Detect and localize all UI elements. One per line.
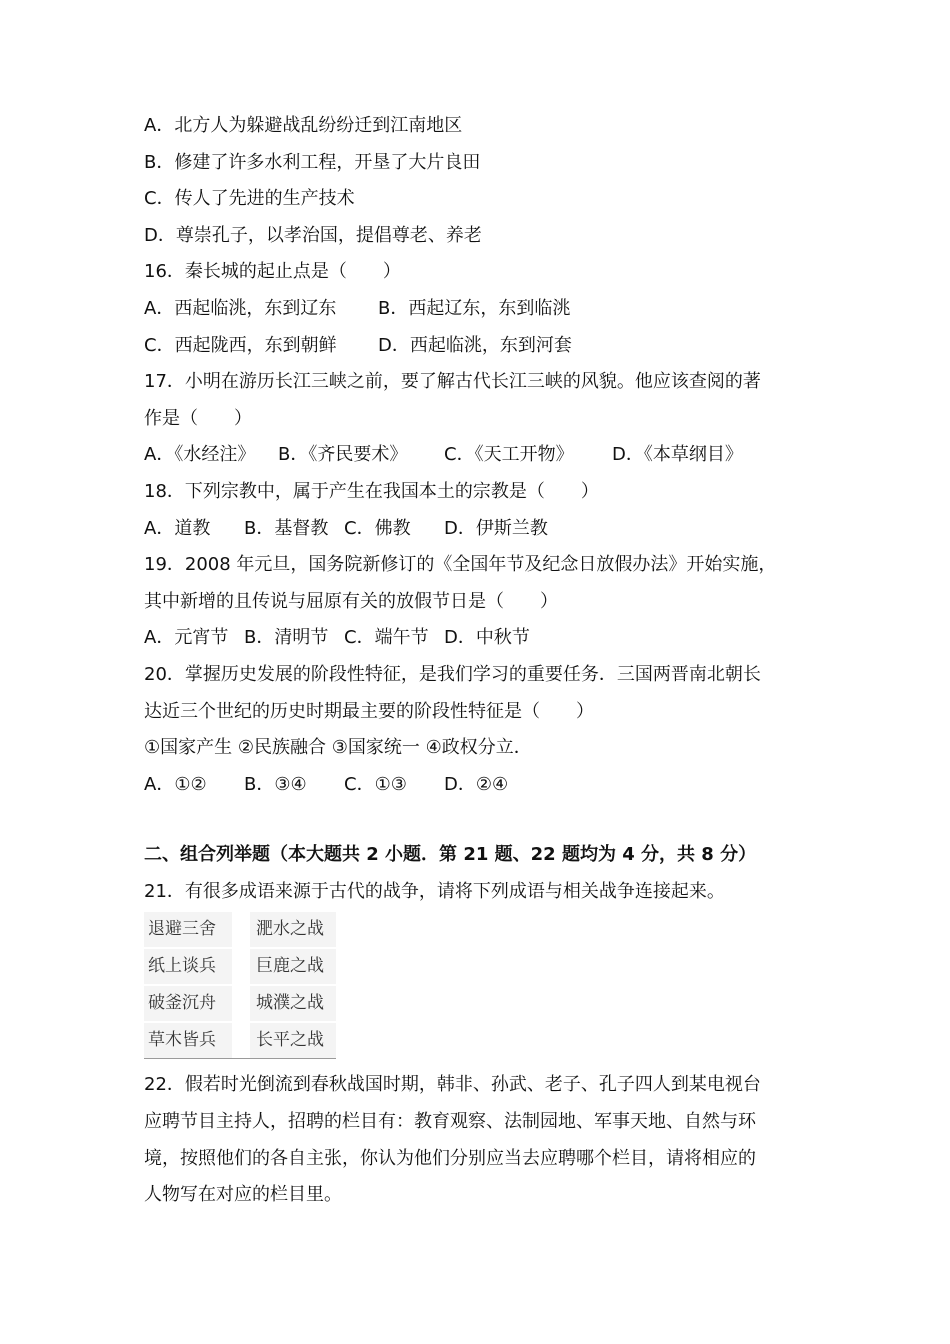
q17-option-d: D．《本草纲目》 [612, 444, 743, 466]
battle-item: 城濮之战 [250, 985, 336, 1022]
battle-item: 长平之战 [250, 1022, 336, 1059]
q19-option-c: C．端午节 [344, 627, 429, 649]
battle-item: 巨鹿之战 [250, 948, 336, 985]
q18-options-row [144, 511, 824, 548]
q17-option-a: A．《水经注》 [144, 444, 256, 466]
match-gap [232, 948, 250, 985]
idiom-item: 退避三舍 [144, 912, 232, 948]
q16-option-a: A．西起临洮，东到辽东 [144, 297, 337, 319]
match-gap [232, 985, 250, 1022]
q20-option-c: C．①③ [344, 773, 407, 795]
section-gap [144, 803, 824, 837]
q15-option-b: B．修建了许多水利工程，开垦了大片良田 [144, 151, 481, 173]
q20-options-row [144, 767, 824, 804]
q16-option-d: D．西起临洮，东到河套 [378, 334, 572, 356]
q22-line2: 应聘节目主持人，招聘的栏目有：教育观察、法制园地、军事天地、自然与环 [144, 1111, 756, 1133]
match-row [144, 1022, 336, 1059]
idiom-item: 草木皆兵 [144, 1022, 232, 1059]
q15-option-c: C．传人了先进的生产技术 [144, 188, 355, 210]
match-row [144, 985, 336, 1022]
q15-option-d: D．尊崇孔子，以孝治国，提倡尊老、养老 [144, 224, 482, 246]
q17-stem-line1: 17．小明在游历长江三峡之前，要了解古代长江三峡的风貌。他应该查阅的著 [144, 371, 761, 393]
q22-line3: 境，按照他们的各自主张，你认为他们分别应当去应聘哪个栏目，请将相应的 [144, 1147, 756, 1169]
exam-page [144, 108, 824, 1214]
q20-stem-line1: 20．掌握历史发展的阶段性特征，是我们学习的重要任务．三国两晋南北朝长 [144, 663, 761, 685]
q19-stem-line2: 其中新增的且传说与屈原有关的放假节日是（ ） [144, 590, 558, 612]
match-gap [232, 1022, 250, 1059]
q20-option-b: B．③④ [244, 773, 307, 795]
idiom-item: 破釜沉舟 [144, 985, 232, 1022]
q19-stem-line1: 19．2008 年元旦，国务院新修订的《全国年节及纪念日放假办法》开始实施， [144, 554, 777, 576]
q18-option-a: A．道教 [144, 517, 211, 539]
q20-items: ①国家产生 ②民族融合 ③国家统一 ④政权分立． [144, 737, 532, 759]
q16-options-row2 [144, 328, 824, 365]
section2-title: 二、组合列举题（本大题共 2 小题．第 21 题、22 题均为 4 分，共 8 分） [144, 844, 757, 866]
q21-stem: 21．有很多成语来源于古代的战争，请将下列成语与相关战争连接起来。 [144, 880, 725, 902]
q22-line4: 人物写在对应的栏目里。 [144, 1184, 342, 1206]
q19-options-row [144, 620, 824, 657]
q19-option-d: D．中秋节 [444, 627, 530, 649]
q22-line1: 22．假若时光倒流到春秋战国时期，韩非、孙武、老子、孔子四人到某电视台 [144, 1074, 761, 1096]
q15-option-a: A．北方人为躲避战乱纷纷迁到江南地区 [144, 115, 463, 136]
idiom-battle-match-table [144, 912, 336, 1059]
q19-option-a: A．元宵节 [144, 627, 229, 649]
q20-stem-line2: 达近三个世纪的历史时期最主要的阶段性特征是（ ） [144, 700, 594, 722]
q19-option-b: B．清明节 [244, 627, 329, 649]
q18-option-c: C．佛教 [344, 517, 411, 539]
match-gap [232, 912, 250, 948]
q17-stem-line2: 作是（ ） [144, 407, 252, 429]
idiom-item: 纸上谈兵 [144, 948, 232, 985]
q18-option-d: D．伊斯兰教 [444, 517, 548, 539]
q16-option-b: B．西起辽东，东到临洮 [378, 297, 571, 319]
q17-options-row [144, 437, 824, 474]
battle-item: 淝水之战 [250, 912, 336, 948]
q16-option-c: C．西起陇西，东到朝鲜 [144, 334, 337, 356]
match-row [144, 948, 336, 985]
q17-option-c: C．《天工开物》 [444, 444, 574, 466]
q17-option-b: B．《齐民要术》 [278, 444, 408, 466]
q20-option-a: A．①② [144, 773, 207, 795]
match-row [144, 912, 336, 948]
q20-option-d: D．②④ [444, 773, 509, 795]
q18-stem: 18．下列宗教中，属于产生在我国本土的宗教是（ ） [144, 480, 599, 502]
q22-block [144, 1067, 824, 1213]
q16-stem: 16．秦长城的起止点是（ ） [144, 261, 401, 283]
q16-options-row1 [144, 291, 824, 328]
q18-option-b: B．基督教 [244, 517, 329, 539]
